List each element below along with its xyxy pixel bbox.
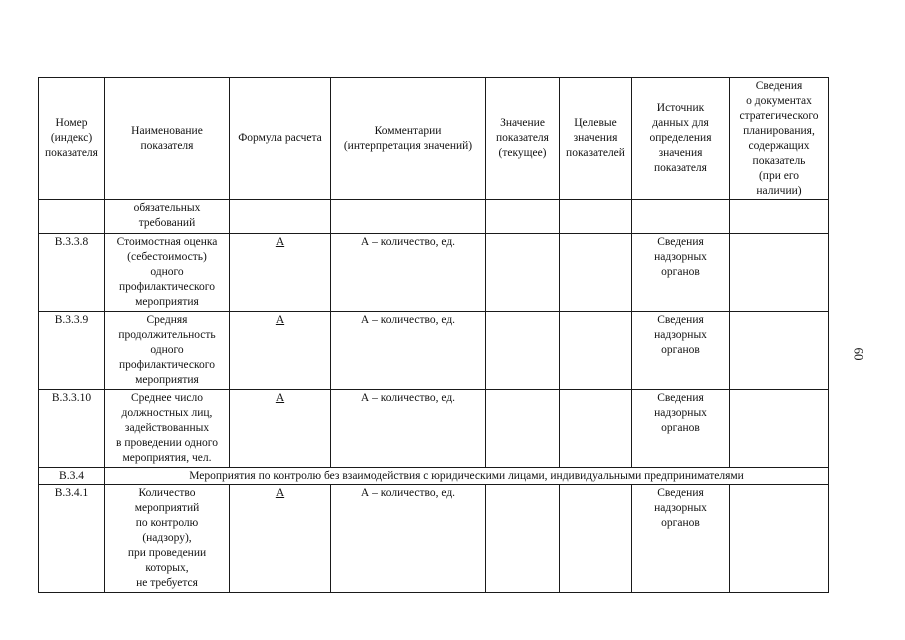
cell-formula — [230, 390, 331, 468]
table-header-row — [39, 78, 829, 200]
header-formula: Формула расчета — [230, 78, 331, 200]
cell-comment: А – количество, ед. — [331, 485, 486, 593]
table-row — [39, 312, 829, 390]
continuation-row — [39, 200, 829, 234]
cell-number: В.3.3.10 — [39, 390, 105, 468]
cell-name: Стоимостная оценка (себестоимость) одного профилактического мероприятия — [105, 234, 230, 312]
cell-target — [560, 234, 632, 312]
group-number: В.3.4 — [39, 468, 105, 485]
cell-current — [486, 312, 560, 390]
cell-comment — [331, 200, 486, 234]
cell-formula — [230, 485, 331, 593]
cell-comment: А – количество, ед. — [331, 312, 486, 390]
cell-formula — [230, 200, 331, 234]
group-title: Мероприятия по контролю без взаимодействия с юридическими лицами, индивидуальными предпринимателями — [105, 468, 829, 485]
cell-current — [486, 390, 560, 468]
cell-documents — [730, 234, 829, 312]
table-row — [39, 234, 829, 312]
header-target-values: Целевые значения показателей — [560, 78, 632, 200]
cell-documents — [730, 200, 829, 234]
cell-source — [632, 200, 730, 234]
cell-formula — [230, 234, 331, 312]
formula-value: А — [275, 487, 285, 499]
header-data-source: Источник данных для определения значения показателя — [632, 78, 730, 200]
cell-name: Средняя продолжительность одного профилактического мероприятия — [105, 312, 230, 390]
header-name: Наименование показателя — [105, 78, 230, 200]
cell-source: Сведения надзорных органов — [632, 312, 730, 390]
header-strategic-documents: Сведения о документах стратегического планирования, содержащих показатель (при его наличии) — [730, 78, 829, 200]
header-comments: Комментарии (интерпретация значений) — [331, 78, 486, 200]
cell-number: В.3.4.1 — [39, 485, 105, 593]
cell-number: В.3.3.9 — [39, 312, 105, 390]
formula-value: А — [275, 392, 285, 404]
cell-target — [560, 312, 632, 390]
cell-number: В.3.3.8 — [39, 234, 105, 312]
cell-name: Среднее число должностных лиц, задействованных в проведении одного мероприятия, чел. — [105, 390, 230, 468]
cell-comment: А – количество, ед. — [331, 390, 486, 468]
group-row — [39, 468, 829, 485]
cell-source: Сведения надзорных органов — [632, 485, 730, 593]
cell-target — [560, 200, 632, 234]
cell-current — [486, 234, 560, 312]
cell-formula — [230, 312, 331, 390]
cell-comment: А – количество, ед. — [331, 234, 486, 312]
indicators-table — [38, 77, 829, 593]
cell-target — [560, 390, 632, 468]
cell-documents — [730, 485, 829, 593]
header-current-value: Значение показателя (текущее) — [486, 78, 560, 200]
formula-value: А — [275, 314, 285, 326]
table-row — [39, 485, 829, 593]
cell-documents — [730, 312, 829, 390]
cell-source: Сведения надзорных органов — [632, 390, 730, 468]
cell-current — [486, 485, 560, 593]
formula-value: А — [275, 236, 285, 248]
header-number: Номер (индекс) показателя — [39, 78, 105, 200]
cell-number — [39, 200, 105, 234]
table-row — [39, 390, 829, 468]
page-number: 60 — [851, 347, 867, 361]
cell-current — [486, 200, 560, 234]
cell-source: Сведения надзорных органов — [632, 234, 730, 312]
cell-name: обязательных требований — [105, 200, 230, 234]
cell-target — [560, 485, 632, 593]
cell-name: Количество мероприятий по контролю (надзору), при проведении которых, не требуется — [105, 485, 230, 593]
cell-documents — [730, 390, 829, 468]
